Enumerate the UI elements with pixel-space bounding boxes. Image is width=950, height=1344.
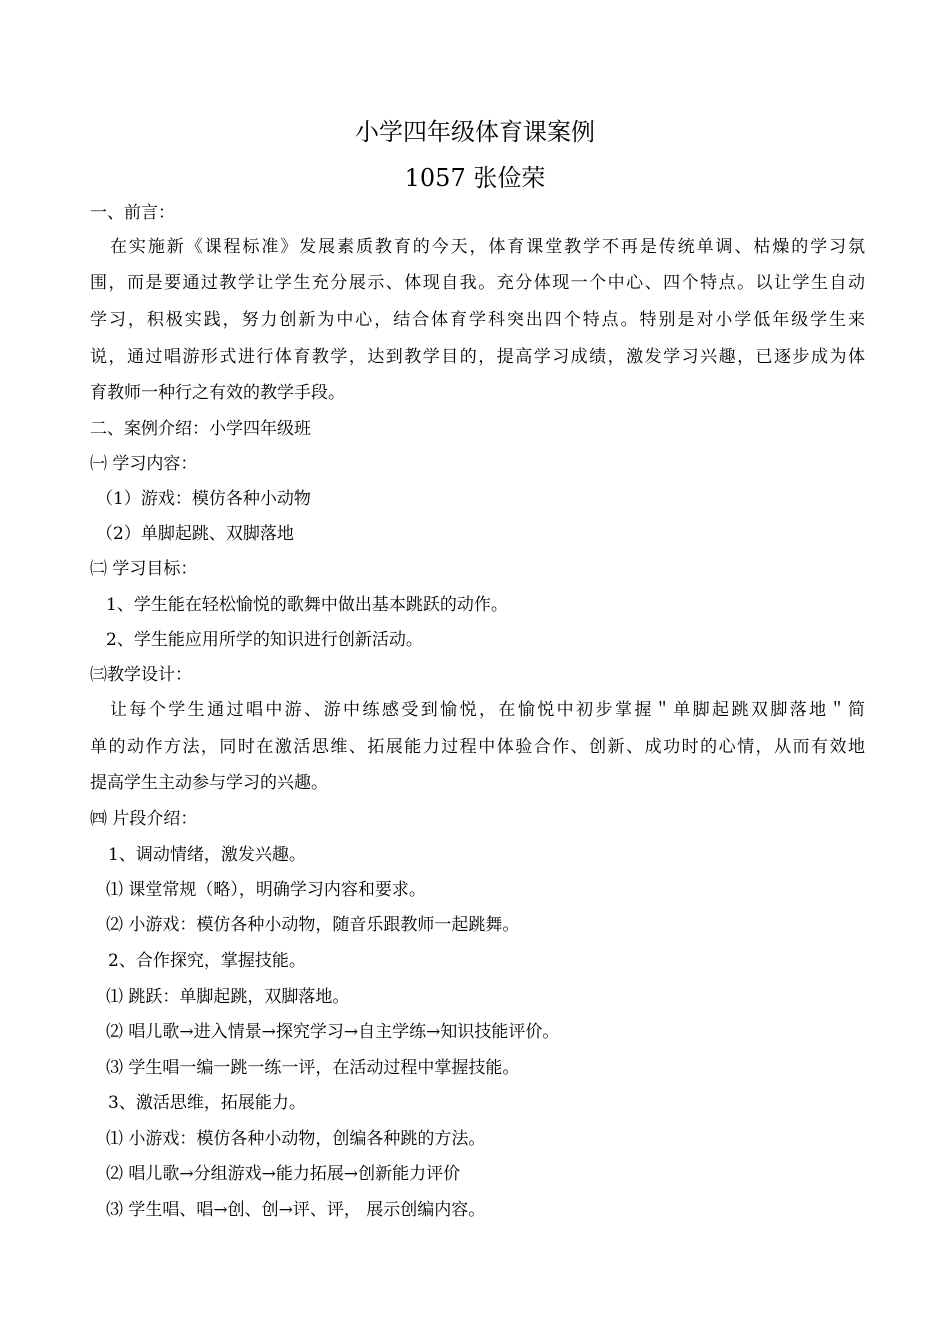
paragraph-line: 提高学生主动参与学习的兴趣。: [90, 773, 328, 793]
list-item: 3、激活思维，拓展能力。: [108, 1093, 306, 1113]
list-item: ⑴ 小游戏：模仿各种小动物，创编各种跳的方法。: [106, 1129, 486, 1149]
list-item: （2）单脚起跳、双脚落地: [96, 524, 294, 544]
subheading-goals: ㈡ 学习目标：: [90, 559, 198, 579]
list-item: 1、学生能在轻松愉悦的歌舞中做出基本跳跃的动作。: [106, 595, 508, 615]
paragraph-line: 单的动作方法，同时在激活思维、拓展能力过程中体验合作、创新、成功时的心情，从而有效地: [90, 737, 865, 757]
paragraph-line: 学习，积极实践，努力创新为中心，结合体育学科突出四个特点。特别是对小学低年级学生来: [90, 310, 865, 330]
document-title: 小学四年级体育课案例: [355, 118, 595, 146]
subheading-content: ㈠ 学习内容：: [90, 454, 198, 474]
list-item: ⑴ 课堂常规（略），明确学习内容和要求。: [106, 880, 426, 900]
paragraph-line: 育教师一种行之有效的教学手段。: [90, 383, 345, 403]
list-item: ⑴ 跳跃：单脚起跳，双脚落地。: [106, 987, 350, 1007]
list-item: ⑵ 小游戏：模仿各种小动物，随音乐跟教师一起跳舞。: [106, 915, 520, 935]
list-item: ⑵ 唱儿歌→分组游戏→能力拓展→创新能力评价: [106, 1164, 461, 1184]
paragraph-line: 在实施新《课程标准》发展素质教育的今天，体育课堂教学不再是传统单调、枯燥的学习氛: [110, 237, 865, 257]
list-item: ⑶ 学生唱、唱→创、创→评、评， 展示创编内容。: [106, 1200, 486, 1220]
subheading-segments: ㈣ 片段介绍：: [90, 809, 198, 829]
paragraph-line: 说，通过唱游形式进行体育教学，达到教学目的，提高学习成绩，激发学习兴趣，已逐步成为体: [90, 347, 865, 367]
list-item: 1、调动情绪，激发兴趣。: [108, 845, 306, 865]
list-item: （1）游戏：模仿各种小动物: [96, 489, 311, 509]
section-heading-case: 二、案例介绍：小学四年级班: [90, 419, 311, 439]
list-item: 2、合作探究，掌握技能。: [108, 951, 306, 971]
list-item: ⑶ 学生唱一编一跳一练一评，在活动过程中掌握技能。: [106, 1058, 520, 1078]
list-item: ⑵ 唱儿歌→进入情景→探究学习→自主学练→知识技能评价。: [106, 1022, 560, 1042]
paragraph-line: 让每个学生通过唱中游、游中练感受到愉悦，在愉悦中初步掌握＂单脚起跳双脚落地＂简: [110, 700, 865, 720]
subheading-design: ㈢教学设计：: [90, 665, 192, 685]
section-heading-foreword: 一、前言：: [90, 203, 175, 223]
document-subtitle: 1057 张俭荣: [404, 164, 546, 192]
list-item: 2、学生能应用所学的知识进行创新活动。: [106, 630, 423, 650]
paragraph-line: 围，而是要通过教学让学生充分展示、体现自我。充分体现一个中心、四个特点。以让学生自动: [90, 273, 865, 293]
